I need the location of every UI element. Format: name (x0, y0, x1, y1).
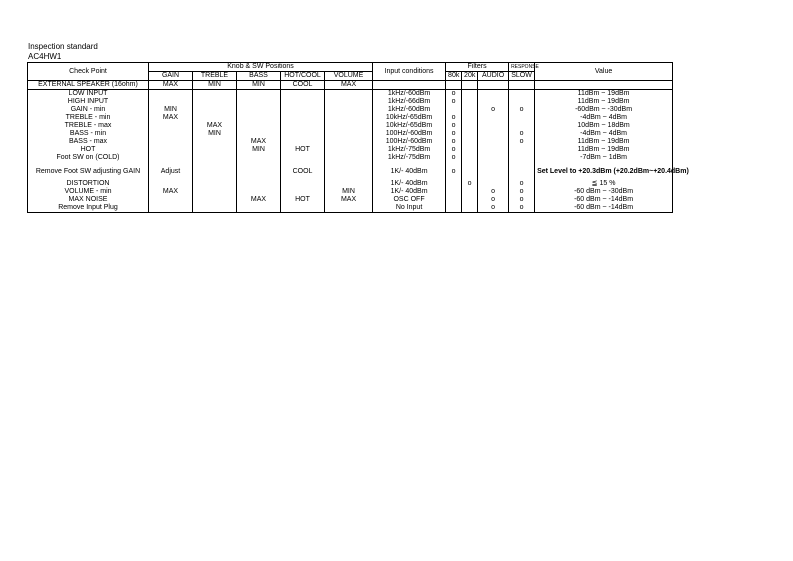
gain-cell (149, 130, 193, 138)
volume-cell: MAX (325, 196, 373, 204)
check-point-cell: DISTORTION (28, 180, 149, 188)
volume-cell (325, 162, 373, 180)
treble-cell (193, 204, 237, 213)
check-point-cell: GAIN - min (28, 106, 149, 114)
table-row (28, 114, 673, 122)
check-point-cell: Foot SW on (COLD) (28, 154, 149, 162)
table-row (28, 106, 673, 114)
volume-cell (325, 122, 373, 130)
filter-slow-cell (509, 146, 535, 154)
bass-cell: MIN (237, 81, 281, 90)
table-row (28, 204, 673, 213)
input-conditions-cell: 1kHz/-66dBm (373, 98, 446, 106)
treble-cell (193, 90, 237, 99)
input-conditions-cell: 1kHz/-60dBm (373, 90, 446, 99)
bass-cell: MIN (237, 146, 281, 154)
filter-audio-cell: o (478, 106, 509, 114)
filter-20k-cell (462, 98, 478, 106)
filter-80k-cell: o (446, 98, 462, 106)
filter-audio-cell: o (478, 188, 509, 196)
filter-audio-cell (478, 122, 509, 130)
hot-cool-cell (281, 204, 325, 213)
check-point-cell: Remove Input Plug (28, 204, 149, 213)
treble-cell (193, 188, 237, 196)
filter-20k-cell (462, 162, 478, 180)
hot-cool-cell (281, 90, 325, 99)
bass-cell: MAX (237, 138, 281, 146)
table-row (28, 162, 673, 180)
input-conditions-cell: OSC OFF (373, 196, 446, 204)
filter-audio-cell (478, 162, 509, 180)
header-value: Value (535, 63, 673, 81)
filter-audio-cell (478, 81, 509, 90)
gain-cell: MIN (149, 106, 193, 114)
value-cell: -60dBm ~ -30dBm (535, 106, 673, 114)
table-row (28, 154, 673, 162)
filter-audio-cell: o (478, 204, 509, 213)
filter-20k-cell (462, 138, 478, 146)
filter-slow-cell: o (509, 204, 535, 213)
treble-cell (193, 146, 237, 154)
gain-cell (149, 180, 193, 188)
filter-80k-cell: o (446, 114, 462, 122)
filter-20k-cell (462, 106, 478, 114)
hot-cool-cell (281, 154, 325, 162)
hot-cool-cell: HOT (281, 146, 325, 154)
table-row (28, 196, 673, 204)
filter-80k-cell: o (446, 122, 462, 130)
volume-cell (325, 114, 373, 122)
filter-20k-cell (462, 204, 478, 213)
bass-cell (237, 122, 281, 130)
table-row (28, 98, 673, 106)
check-point-cell: MAX NOISE (28, 196, 149, 204)
gain-cell (149, 90, 193, 99)
input-conditions-cell: No Input (373, 204, 446, 213)
header-filters-group: Filters (446, 63, 509, 72)
input-conditions-cell: 100Hz/-60dBm (373, 130, 446, 138)
table-row (28, 180, 673, 188)
filter-20k-cell (462, 81, 478, 90)
filter-slow-cell: o (509, 130, 535, 138)
input-conditions-cell: 100Hz/-60dBm (373, 138, 446, 146)
input-conditions-cell: 1kHz/-75dBm (373, 146, 446, 154)
hot-cool-cell (281, 122, 325, 130)
check-point-cell: BASS - min (28, 130, 149, 138)
treble-cell (193, 162, 237, 180)
document-header (28, 42, 98, 62)
value-cell: -60 dBm ~ -14dBm (535, 204, 673, 213)
treble-cell: MIN (193, 81, 237, 90)
header-volume: VOLUME (325, 72, 373, 81)
input-conditions-cell: 1kHz/-60dBm (373, 106, 446, 114)
treble-cell (193, 138, 237, 146)
volume-cell (325, 106, 373, 114)
header-bass: BASS (237, 72, 281, 81)
filter-20k-cell (462, 146, 478, 154)
gain-cell (149, 122, 193, 130)
filter-80k-cell (446, 81, 462, 90)
table-row (28, 81, 673, 90)
header-filter-20k: 20k (462, 72, 478, 81)
volume-cell (325, 90, 373, 99)
value-cell: -4dBm ~ 4dBm (535, 130, 673, 138)
filter-80k-cell (446, 180, 462, 188)
hot-cool-cell (281, 180, 325, 188)
hot-cool-cell (281, 114, 325, 122)
filter-slow-cell (509, 81, 535, 90)
bass-cell (237, 154, 281, 162)
bass-cell (237, 204, 281, 213)
filter-80k-cell (446, 106, 462, 114)
check-point-cell: TREBLE - max (28, 122, 149, 130)
hot-cool-cell (281, 188, 325, 196)
volume-cell: MIN (325, 188, 373, 196)
filter-80k-cell (446, 188, 462, 196)
table-row (28, 130, 673, 138)
filter-20k-cell (462, 114, 478, 122)
filter-audio-cell (478, 154, 509, 162)
hot-cool-cell (281, 98, 325, 106)
table-row (28, 138, 673, 146)
volume-cell: MAX (325, 81, 373, 90)
volume-cell (325, 154, 373, 162)
header-treble: TREBLE (193, 72, 237, 81)
volume-cell (325, 146, 373, 154)
filter-slow-cell (509, 90, 535, 99)
bass-cell (237, 188, 281, 196)
check-point-cell: LOW INPUT (28, 90, 149, 99)
header-filter-80k: 80k (446, 72, 462, 81)
gain-cell (149, 204, 193, 213)
value-cell: Set Level to +20.3dBm (+20.2dBm~+20.4dBm) (535, 162, 673, 180)
filter-audio-cell (478, 138, 509, 146)
check-point-cell: EXTERNAL SPEAKER (16ohm) (28, 81, 149, 90)
volume-cell (325, 98, 373, 106)
bass-cell: MAX (237, 196, 281, 204)
inspection-table (27, 62, 689, 213)
treble-cell: MAX (193, 122, 237, 130)
bass-cell (237, 114, 281, 122)
check-point-cell: Remove Foot SW adjusting GAIN (28, 162, 149, 180)
filter-20k-cell: o (462, 180, 478, 188)
value-cell: -60 dBm ~ -14dBm (535, 196, 673, 204)
hot-cool-cell (281, 130, 325, 138)
check-point-cell: HOT (28, 146, 149, 154)
table-row (28, 188, 673, 196)
bass-cell (237, 130, 281, 138)
value-cell: ≦ 15 % (535, 180, 673, 188)
filter-audio-cell (478, 114, 509, 122)
doc-model: AC4HW1 (28, 52, 62, 61)
input-conditions-cell: 1kHz/-75dBm (373, 154, 446, 162)
filter-audio-cell (478, 180, 509, 188)
volume-cell (325, 204, 373, 213)
header-check-point: Check Point (28, 63, 149, 81)
value-cell: -7dBm ~ 1dBm (535, 154, 673, 162)
treble-cell (193, 98, 237, 106)
value-cell (535, 81, 673, 90)
filter-slow-cell: o (509, 196, 535, 204)
filter-80k-cell: o (446, 90, 462, 99)
value-cell: 11dBm ~ 19dBm (535, 146, 673, 154)
input-conditions-cell: 10kHz/-65dBm (373, 114, 446, 122)
filter-20k-cell (462, 154, 478, 162)
filter-slow-cell (509, 98, 535, 106)
filter-slow-cell (509, 154, 535, 162)
filter-80k-cell: o (446, 146, 462, 154)
treble-cell (193, 106, 237, 114)
table-row (28, 146, 673, 154)
filter-slow-cell: o (509, 138, 535, 146)
filter-80k-cell: o (446, 130, 462, 138)
filter-20k-cell (462, 90, 478, 99)
filter-audio-cell (478, 98, 509, 106)
header-filter-audio: AUDIO (478, 72, 509, 81)
hot-cool-cell (281, 106, 325, 114)
value-cell: 11dBm ~ 19dBm (535, 90, 673, 99)
treble-cell (193, 114, 237, 122)
gain-cell: MAX (149, 81, 193, 90)
filter-20k-cell (462, 130, 478, 138)
filter-audio-cell (478, 130, 509, 138)
filter-audio-cell (478, 90, 509, 99)
header-response: RESPONSE (509, 63, 535, 72)
bass-cell (237, 106, 281, 114)
filter-80k-cell: o (446, 162, 462, 180)
filter-slow-cell (509, 162, 535, 180)
hot-cool-cell: HOT (281, 196, 325, 204)
bass-cell (237, 98, 281, 106)
filter-20k-cell (462, 122, 478, 130)
treble-cell: MIN (193, 130, 237, 138)
input-conditions-cell: 10kHz/-65dBm (373, 122, 446, 130)
input-conditions-cell: 1K/- 40dBm (373, 188, 446, 196)
treble-cell (193, 180, 237, 188)
check-point-cell: BASS - max (28, 138, 149, 146)
filter-80k-cell (446, 204, 462, 213)
treble-cell (193, 154, 237, 162)
input-conditions-cell: 1K/- 40dBm (373, 162, 446, 180)
gain-cell (149, 154, 193, 162)
filter-80k-cell: o (446, 154, 462, 162)
value-cell: 10dBm ~ 18dBm (535, 122, 673, 130)
header-filter-slow: SLOW (509, 72, 535, 81)
filter-slow-cell: o (509, 188, 535, 196)
hot-cool-cell: COOL (281, 81, 325, 90)
header-input-conditions: Input conditions (373, 63, 446, 81)
bass-cell (237, 180, 281, 188)
volume-cell (325, 138, 373, 146)
filter-slow-cell (509, 114, 535, 122)
table-row (28, 90, 673, 99)
gain-cell: Adjust (149, 162, 193, 180)
volume-cell (325, 180, 373, 188)
filter-80k-cell: o (446, 138, 462, 146)
hot-cool-cell (281, 138, 325, 146)
filter-80k-cell (446, 196, 462, 204)
bass-cell (237, 90, 281, 99)
value-cell: -4dBm ~ 4dBm (535, 114, 673, 122)
check-point-cell: HIGH INPUT (28, 98, 149, 106)
doc-title: Inspection standard (28, 42, 98, 51)
treble-cell (193, 196, 237, 204)
check-point-cell: VOLUME - min (28, 188, 149, 196)
input-conditions-cell: 1K/- 40dBm (373, 180, 446, 188)
gain-cell (149, 138, 193, 146)
value-cell: 11dBm ~ 19dBm (535, 98, 673, 106)
header-knob-group: Knob & SW Positions (149, 63, 373, 72)
bass-cell (237, 162, 281, 180)
header-hot-cool: HOT/COOL (281, 72, 325, 81)
filter-audio-cell: o (478, 196, 509, 204)
filter-slow-cell (509, 122, 535, 130)
gain-cell (149, 146, 193, 154)
table-row (28, 122, 673, 130)
filter-slow-cell: o (509, 180, 535, 188)
header-gain: GAIN (149, 72, 193, 81)
value-cell: -60 dBm ~ -30dBm (535, 188, 673, 196)
filter-20k-cell (462, 196, 478, 204)
input-conditions-cell (373, 81, 446, 90)
check-point-cell: TREBLE - min (28, 114, 149, 122)
value-cell: 11dBm ~ 19dBm (535, 138, 673, 146)
volume-cell (325, 130, 373, 138)
gain-cell: MAX (149, 188, 193, 196)
gain-cell (149, 196, 193, 204)
filter-audio-cell (478, 146, 509, 154)
filter-slow-cell: o (509, 106, 535, 114)
hot-cool-cell: COOL (281, 162, 325, 180)
filter-20k-cell (462, 188, 478, 196)
gain-cell: MAX (149, 114, 193, 122)
gain-cell (149, 98, 193, 106)
